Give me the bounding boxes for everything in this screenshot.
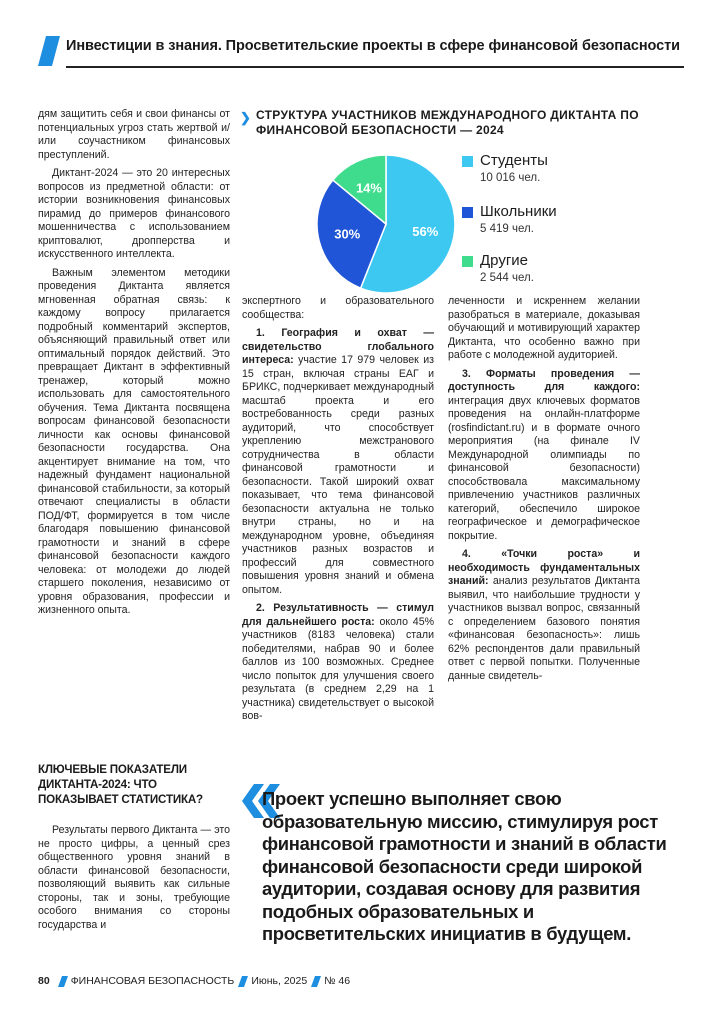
legend-label: Другие — [480, 252, 529, 269]
text-column-2 — [242, 295, 434, 729]
issue-date: Июнь, 2025 — [251, 975, 308, 988]
paragraph-lead: 4. «Точки роста» и необходимость фундаментальных знаний: — [448, 548, 640, 587]
chevron-right-icon: ❯ — [240, 110, 251, 125]
paragraph-lead: 3. Форматы проведения — доступность для каждого: — [448, 367, 640, 393]
paragraph: Важным элементом методики проведения Диктанта является мгновенная обратная связь: к каждому вопросу прилагается подробный комментарий экспертов, объясняющий правильный ответ или оптимальный порядок действий. Это превращает Диктант в эффективный тренажер, который можно использовать для самостоятельного обучения. Тема Диктанта посвящена вопросам финансовой безопасности личности как основы финансовой безопасности государства. Она акцентирует внимание на том, что надежный фундамент национальной финансовой стабильности, за который отвечают специалисты в области ПОД/ФТ, формируется в том числе благодаря повышению финансовой грамотности и знаний в сфере финансовой безопасности каждого человека: от молодежи до людей старшего поколения, независимо от уровня образования, профессии и жизненного опыта. — [38, 266, 230, 616]
page-number: 80 — [38, 975, 50, 988]
legend-swatch — [462, 207, 473, 218]
text-column-3 — [448, 295, 640, 688]
pull-quote: Проект успешно выполняет свою образовательную миссию, стимулируя рост финансовой грамотности и знаний в области финансовой безопасности среди широкой аудитории, создавая основу для развития подобных образовательных и просветительских инициатив в будущем. — [262, 788, 667, 944]
paragraph: экспертного и образовательного сообщества: — [242, 295, 434, 321]
paragraph-body: анализ результатов Диктанта выявил, что наибольшие трудности у участников вызвал вопрос, связанный с определением базового понятия «финансовая безопасность»: лишь 62% респондентов дали правильный ответ с первой попытки. Полученные данные свидетель- — [448, 575, 640, 682]
paragraph: дям защитить себя и свои финансы от потенциальных угроз стать жертвой и/или соучастником финансовых преступлений. — [38, 108, 230, 161]
paragraph — [242, 602, 434, 724]
slash-divider — [311, 976, 321, 987]
section-title: Инвестиции в знания. Просветительские проекты в сфере финансовой безопасности — [66, 38, 680, 54]
pie-slice-label: 56% — [412, 223, 439, 239]
paragraph-body: интеграция двух ключевых форматов проведения на онлайн-платформе (rosfindictant.ru) и в формате очного мероприятия (на финале IV Международной олимпиады по финансовой безопасности) способствовала максимальному привлечению участников различных категорий, обеспечило широкое географическое и демографическое покрытие. — [448, 394, 640, 542]
page-footer — [38, 975, 350, 987]
slash-divider — [238, 976, 248, 987]
legend-value: 10 016 чел. — [480, 172, 541, 184]
text-column-1-bottom — [38, 824, 230, 937]
paragraph-lead: 1. География и охват — свидетельство глобального интереса: — [242, 327, 434, 366]
legend-label: Школьники — [480, 203, 557, 220]
legend-swatch — [462, 156, 473, 167]
legend-value: 5 419 чел. — [480, 223, 534, 235]
pie-slice-label: 14% — [355, 180, 382, 196]
paragraph: леченности и искреннем желании разобраться в материале, доказывая обучающий и мотивирующий характер Диктанта, что особенно важно при работе с молодежной аудиторией. — [448, 295, 640, 361]
paragraph-lead: 2. Результативность — стимул для дальнейшего роста: — [242, 602, 434, 628]
issue-number: № 46 — [324, 975, 351, 988]
text-column-1 — [38, 108, 230, 623]
paragraph-body: около 45% участников (8183 человека) стали победителями, набрав 90 и более баллов из 100 возможных. Среднее число попыток для улучшения своего результата (в среднем 2,29 на 1 участника) свидетельствует о высокой вов- — [242, 615, 435, 722]
legend-swatch — [462, 256, 473, 267]
paragraph-body: участие 17 979 человек из 15 стран, включая страны ЕАГ и БРИКС, подчеркивает международный масштаб проекта и его востребованность среди разных аудиторий, что способствует укреплению межстранового сотрудничества в области финансовой грамотности и безопасности. Такой широкий охват показывает, что тема финансовой безопасности актуальна не только внутри страны, но и на международном уровне, объединяя участников разных возрастов и профессий для совместного повышения уровня знаний и обмена опытом. — [242, 354, 434, 596]
paragraph: Результаты первого Диктанта — это не просто цифры, а ценный срез общественного уровня знаний в области финансовой безопасности, позволяющий выявить как сильные стороны, так и зоны, требующие особого внимания со стороны государства и — [38, 824, 230, 931]
chart-title: СТРУКТУРА УЧАСТНИКОВ МЕЖДУНАРОДНОГО ДИКТАНТА ПО ФИНАНСОВОЙ БЕЗОПАСНОСТИ — 2024 — [256, 108, 639, 137]
header-rule — [66, 66, 684, 68]
journal-name: ФИНАНСОВАЯ БЕЗОПАСНОСТЬ — [70, 975, 235, 988]
subheading: КЛЮЧЕВЫЕ ПОКАЗАТЕЛИ ДИКТАНТА-2024: ЧТО ПОКАЗЫВАЕТ СТАТИСТИКА? — [38, 763, 203, 806]
paragraph — [242, 327, 434, 597]
legend-label: Студенты — [480, 152, 548, 169]
pie-chart — [306, 155, 466, 293]
legend-value: 2 544 чел. — [480, 272, 534, 284]
paragraph — [448, 548, 640, 683]
pie-slice-label: 30% — [334, 226, 361, 242]
paragraph — [448, 368, 640, 544]
header-accent-mark — [38, 36, 60, 66]
slash-divider — [58, 976, 68, 987]
paragraph: Диктант-2024 — это 20 интересных вопросов из предметной области: от истории возникновения финансовых пирамид до примеров финансового мошенничества с использованием криптовалют, дропперства и искусственного интеллекта. — [38, 167, 230, 260]
